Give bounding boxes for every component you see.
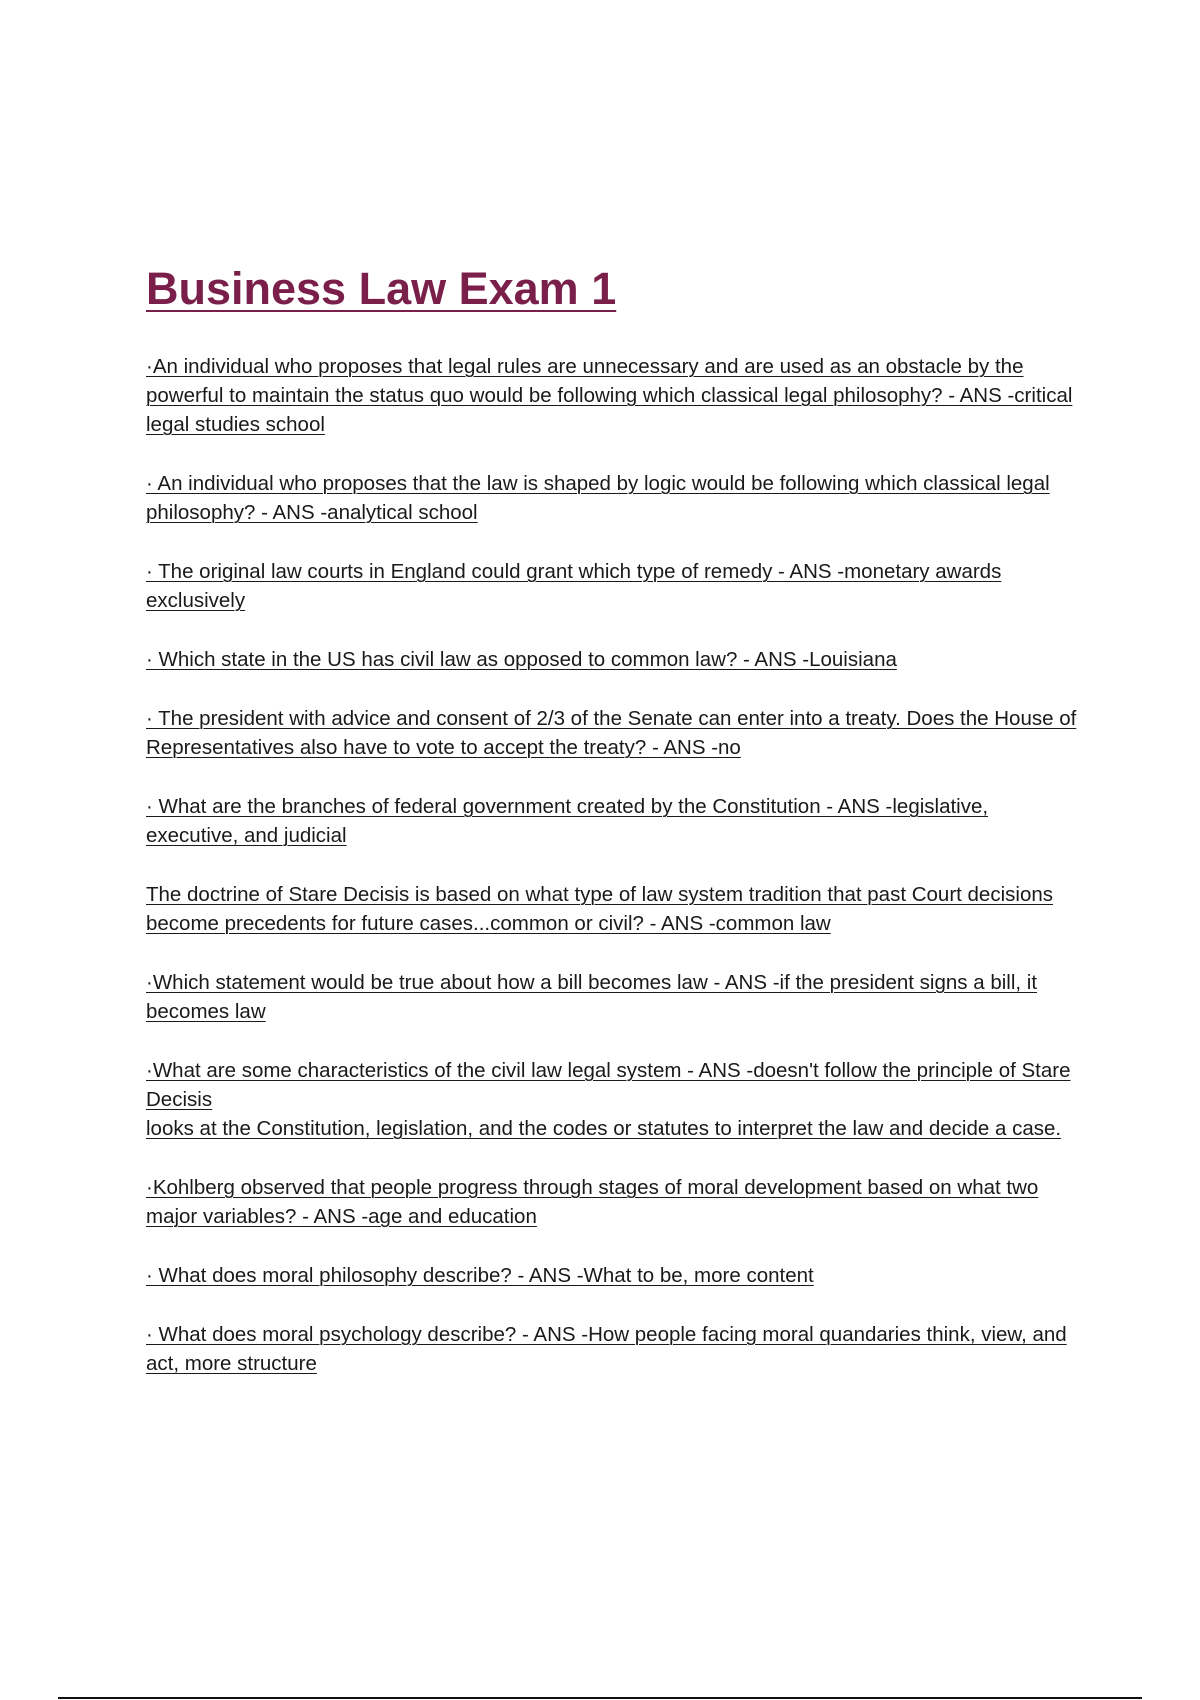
qa-item: · An individual who proposes that the law is shaped by logic would be following which classical legal philosophy? - ANS -analytical school bbox=[146, 472, 1050, 524]
qa-item: · What does moral psychology describe? - ANS -How people facing moral quandaries think, view, and act, more structure bbox=[146, 1323, 1067, 1375]
qa-item: ·An individual who proposes that legal rules are unnecessary and are used as an obstacle by the powerful to maintain the status quo would be following which classical legal philosophy? - ANS -critical legal studies school bbox=[146, 355, 1073, 436]
qa-item: ·Which statement would be true about how a bill becomes law - ANS -if the president signs a bill, it becomes law bbox=[146, 971, 1038, 1023]
document-content bbox=[146, 262, 1086, 1408]
qa-item: · What are the branches of federal government created by the Constitution - ANS -legislative, executive, and judicial bbox=[146, 795, 989, 847]
qa-list bbox=[146, 352, 1086, 1378]
qa-item: The doctrine of Stare Decisis is based on what type of law system tradition that past Court decisions become precedents for future cases...common or civil? - ANS -common law bbox=[146, 883, 1053, 935]
qa-item: ·Kohlberg observed that people progress through stages of moral development based on what two major variables? - ANS -age and education bbox=[146, 1176, 1039, 1228]
qa-item: · Which state in the US has civil law as opposed to common law? - ANS -Louisiana bbox=[146, 648, 897, 671]
qa-item: · The original law courts in England could grant which type of remedy - ANS -monetary awards exclusively bbox=[146, 560, 1002, 612]
qa-item: · The president with advice and consent of 2/3 of the Senate can enter into a treaty. Does the House of Representatives also have to vote to accept the treaty? - ANS -no bbox=[146, 707, 1077, 759]
document-title: Business Law Exam 1 bbox=[146, 263, 617, 314]
qa-item bbox=[146, 1056, 1086, 1143]
qa-item-continuation: looks at the Constitution, legislation, and the codes or statutes to interpret the law and decide a case. bbox=[146, 1117, 1062, 1140]
qa-item-question: ·What are some characteristics of the civil law legal system - ANS -doesn't follow the principle of Stare Decisis bbox=[146, 1059, 1071, 1111]
qa-item: · What does moral philosophy describe? - ANS -What to be, more content bbox=[146, 1264, 814, 1287]
footer-divider bbox=[58, 1697, 1142, 1699]
